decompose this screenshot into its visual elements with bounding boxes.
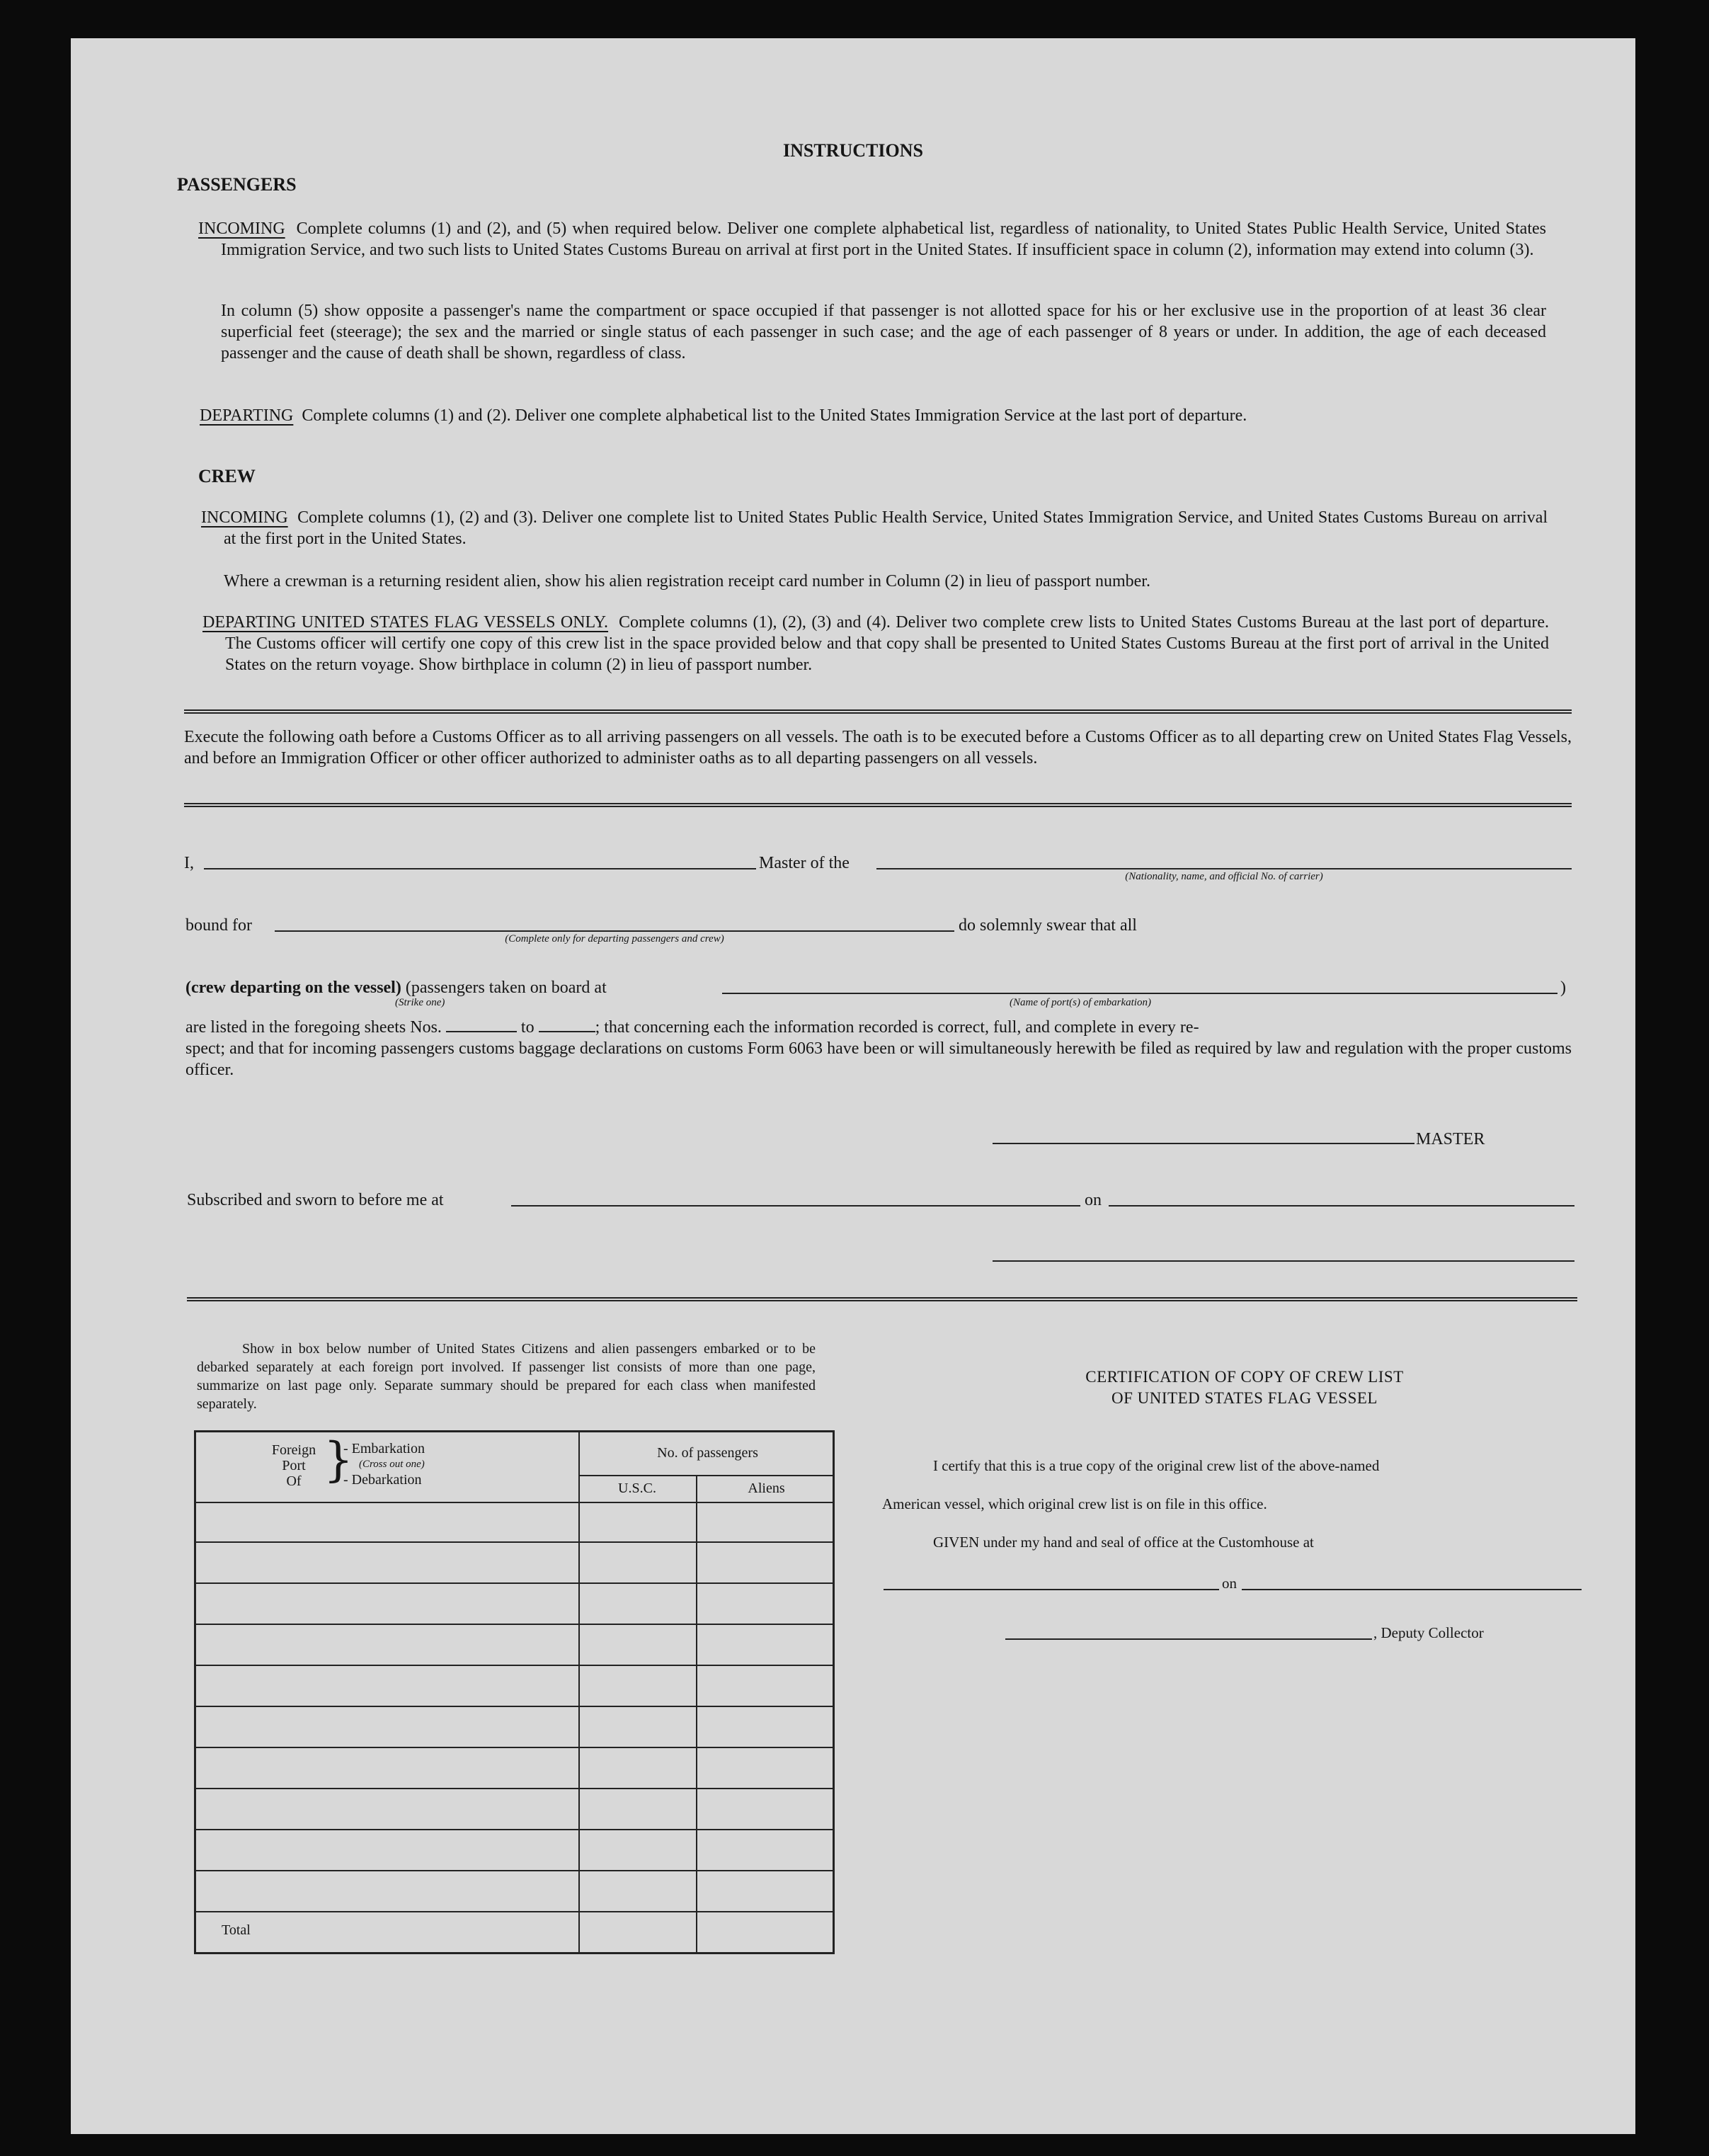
subscribed-place-line[interactable]	[511, 1205, 1080, 1207]
passengers-heading: PASSENGERS	[177, 174, 297, 195]
table-row-divider	[196, 1829, 833, 1830]
sheets-rest-text: ; that concerning each the information recorded is correct, full, and complete in every re-	[595, 1018, 1199, 1037]
table-row-divider	[196, 1624, 833, 1625]
passengers-incoming-paragraph	[198, 218, 1546, 261]
subscribed-label: Subscribed and sworn to before me at	[187, 1191, 444, 1209]
divider-double	[187, 1297, 1577, 1301]
certification-date-line[interactable]	[1242, 1589, 1582, 1590]
divider-double	[184, 709, 1572, 714]
crew-passengers-row	[185, 977, 607, 998]
certification-on-label: on	[1222, 1575, 1237, 1592]
aliens-header: Aliens	[748, 1481, 785, 1496]
brace-icon: }	[324, 1432, 353, 1487]
foreign-word: Foreign	[271, 1442, 316, 1458]
carrier-caption: (Nationality, name, and official No. of carrier)	[1125, 871, 1323, 882]
certification-title	[983, 1367, 1507, 1409]
swear-label: do solemnly swear that all	[959, 916, 1137, 935]
certification-title-line2: OF UNITED STATES FLAG VESSEL	[1111, 1389, 1378, 1407]
table-row-divider	[196, 1582, 833, 1584]
table-row-divider	[196, 1747, 833, 1748]
table-row-divider	[196, 1870, 833, 1871]
strike-one-caption: (Strike one)	[395, 997, 445, 1008]
master-of-label: Master of the	[759, 854, 850, 872]
oath-intro-paragraph: Execute the following oath before a Customs Officer as to all arriving passengers on all vessels. The oath is to be executed before a Customs Officer as to all departing crew on United States Flag Vessels, and before an Immigration Officer or other officer authorized to administer oaths as to all departing passengers on all vessels.	[184, 728, 1572, 768]
sheet-from-field[interactable]	[446, 1020, 517, 1032]
crew-incoming-text: Complete columns (1), (2) and (3). Deliver one complete list to United States Public Health Service, United States Immigration Service, and United States Customs Bureau on arrival at the first port in the United States.	[224, 508, 1548, 548]
passengers-incoming-text: Complete columns (1) and (2), and (5) when required below. Deliver one complete alphabetical list, regardless of nationality, to United States Public Health Service, United States Immigration Service, and two such lists to United States Customs Bureau on arrival at first port in the United States. If insufficient space in column (2), information may extend into column (3).	[221, 219, 1546, 259]
crew-incoming-label: INCOMING	[201, 508, 288, 527]
table-col-divider	[578, 1432, 580, 1952]
bound-for-line[interactable]	[275, 930, 954, 932]
embarkation-option: - Embarkation	[343, 1441, 425, 1456]
passenger-summary-table	[194, 1430, 835, 1954]
master-name-line[interactable]	[204, 868, 756, 869]
table-subheader-divider	[578, 1475, 833, 1476]
bound-for-caption: (Complete only for departing passengers and crew)	[505, 933, 724, 945]
ports-caption: (Name of port(s) of embarkation)	[1010, 997, 1151, 1008]
sheet-to-field[interactable]	[539, 1020, 595, 1032]
summary-note: Show in box below number of United States Citizens and alien passengers embarked or to be debarked separately at each foreign port involved. If passenger list consists of more than one page, summarize on last page only. Separate summary should be prepared for each class when manifested separately.	[197, 1341, 816, 1412]
certification-line3: GIVEN under my hand and seal of office at the Customhouse at	[933, 1534, 1314, 1551]
crew-incoming-paragraph	[201, 507, 1548, 549]
sheets-start-text: are listed in the foregoing sheets Nos.	[185, 1018, 442, 1037]
divider-double	[184, 803, 1572, 807]
certification-title-line1: CERTIFICATION OF COPY OF CREW LIST	[1085, 1368, 1404, 1386]
of-word: Of	[286, 1473, 302, 1489]
sheets-line	[185, 1017, 1572, 1038]
certification-line1: I certify that this is a true copy of the original crew list of the above-named	[933, 1457, 1380, 1474]
table-row-divider	[196, 1541, 833, 1543]
passengers-taken-option: (passengers taken on board at	[405, 979, 607, 997]
embarkation-ports-line[interactable]	[722, 993, 1557, 994]
instructions-title: INSTRUCTIONS	[783, 140, 923, 161]
crew-resident-alien-paragraph: Where a crewman is a returning resident alien, show his alien registration receipt card number in Column (2) in lieu of passport number.	[224, 572, 1150, 591]
master-label: MASTER	[1416, 1130, 1485, 1148]
port-word: Port	[282, 1458, 306, 1473]
debarkation-option: - Debarkation	[343, 1472, 422, 1488]
certification-line2: American vessel, which original crew list is on file in this office.	[882, 1495, 1267, 1512]
sheets-to-text: to	[520, 1018, 535, 1037]
passengers-departing-text: Complete columns (1) and (2). Deliver one complete alphabetical list to the United States Immigration Service at the last port of departure.	[302, 406, 1247, 425]
bound-for-label: bound for	[185, 916, 252, 935]
sheets-continuation: spect; and that for incoming passengers customs baggage declarations on customs Form 6063 have been or will simultaneously herewith be filed as required by law and regulation with the proper customs officer.	[185, 1039, 1572, 1079]
master-signature-line[interactable]	[993, 1143, 1414, 1144]
table-row-divider	[196, 1665, 833, 1666]
cross-out-caption: (Cross out one)	[359, 1459, 425, 1470]
crew-heading: CREW	[198, 466, 256, 486]
close-paren: )	[1560, 979, 1566, 997]
usc-header: U.S.C.	[618, 1481, 656, 1496]
carrier-line[interactable]	[876, 868, 1572, 869]
deputy-collector-label: , Deputy Collector	[1373, 1624, 1484, 1641]
passengers-departing-label: DEPARTING	[200, 406, 294, 425]
table-col-divider	[696, 1475, 697, 1952]
table-row-divider	[196, 1911, 833, 1912]
table-row-divider	[196, 1788, 833, 1789]
total-label: Total	[222, 1922, 251, 1938]
embark-debark-label	[343, 1441, 425, 1488]
passengers-incoming-label: INCOMING	[198, 219, 285, 238]
deputy-collector-signature-line[interactable]	[1005, 1638, 1372, 1640]
table-header-divider	[196, 1502, 833, 1503]
crew-departing-label: DEPARTING UNITED STATES FLAG VESSELS ONLY.	[202, 613, 609, 632]
passengers-column5-paragraph: In column (5) show opposite a passenger's name the compartment or space occupied if that passenger is not allotted space for his or her exclusive use in the proportion of at least 36 clear superficial feet (steerage); the sex and the married or single status of each passenger in such case; and the age of each passenger of 8 years or under. In addition, the age of each deceased passenger and the cause of death shall be shown, regardless of class.	[221, 302, 1546, 363]
crew-departing-option: (crew departing on the vessel)	[185, 979, 401, 997]
officer-signature-line[interactable]	[993, 1260, 1574, 1262]
crew-departing-text: Complete columns (1), (2), (3) and (4). Deliver two complete crew lists to United States Customs Bureau at the last port of departure. The Customs officer will certify one copy of this crew list in the space provided below and that copy shall be presented to United States Customs Bureau at the first port of arrival in the United States on the return voyage. Show birthplace in column (2) in lieu of passport number.	[225, 613, 1549, 674]
passengers-departing-paragraph	[200, 405, 1546, 426]
table-row-divider	[196, 1706, 833, 1707]
subscribed-on-label: on	[1085, 1191, 1102, 1209]
no-passengers-header: No. of passengers	[657, 1445, 758, 1461]
oath-i-label: I,	[184, 854, 194, 872]
crew-departing-paragraph	[202, 612, 1549, 675]
subscribed-date-line[interactable]	[1109, 1205, 1574, 1207]
foreign-port-of-label	[265, 1442, 322, 1489]
form-page	[71, 38, 1635, 2134]
customhouse-place-line[interactable]	[884, 1589, 1219, 1590]
